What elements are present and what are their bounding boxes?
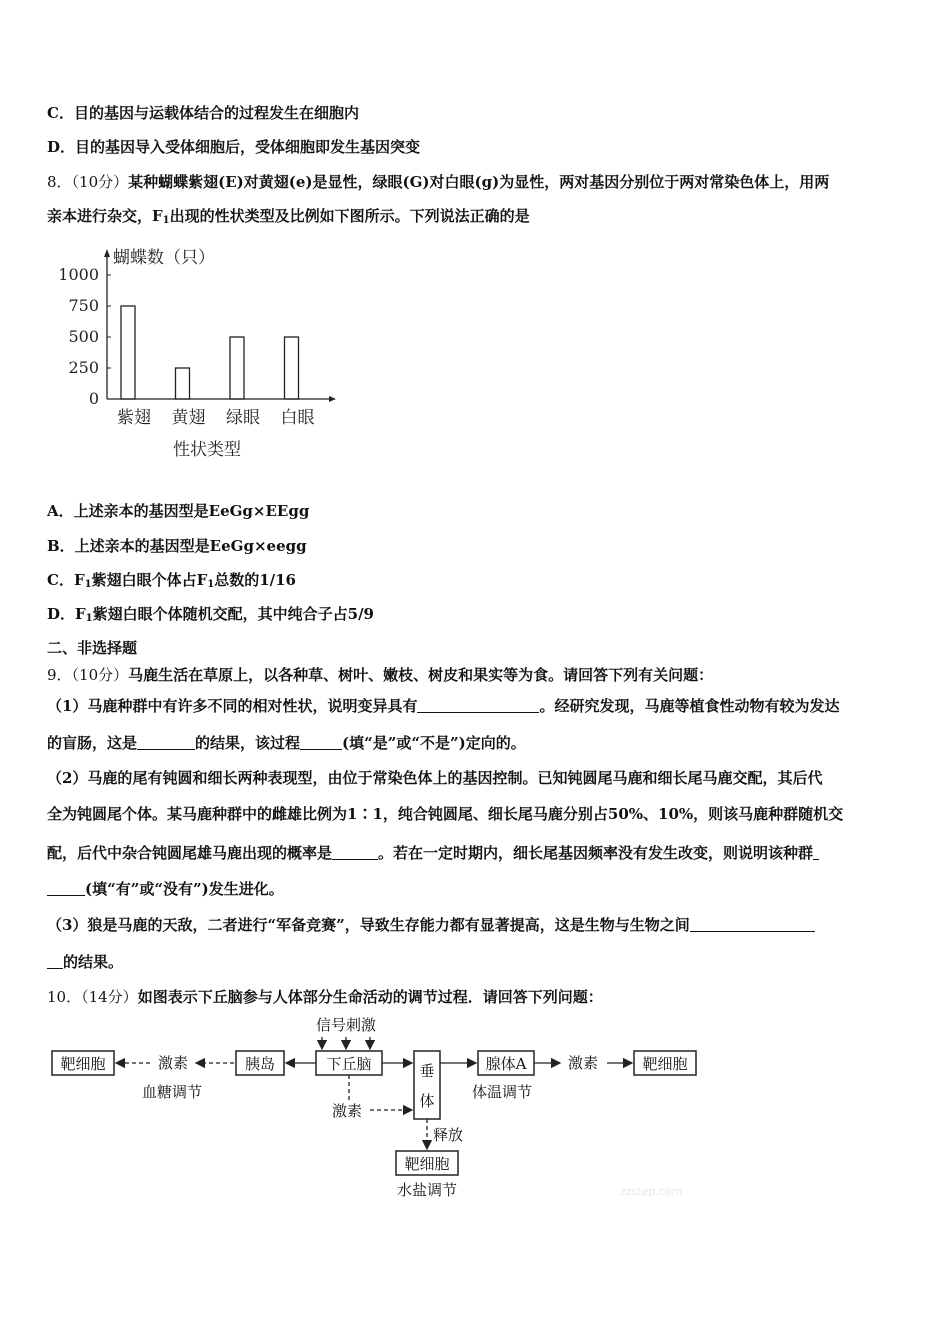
answer-blank[interactable] <box>137 735 195 750</box>
answer-blank[interactable] <box>47 954 63 969</box>
bar <box>230 337 244 399</box>
q8-option-c <box>47 569 296 590</box>
q8-subscript: 1 <box>84 579 92 590</box>
q10-number: 10． <box>47 988 82 1006</box>
release-label: 释放 <box>432 1126 464 1144</box>
q8-number: 8． <box>47 173 72 191</box>
answer-blank[interactable] <box>47 881 85 896</box>
q10-stem <box>47 986 603 1007</box>
hormone-label: 激素 <box>157 1054 189 1072</box>
category-label: 绿眼 <box>226 408 260 428</box>
q9-part2-line3 <box>47 842 819 863</box>
q8-option-a: A．上述亲本的基因型是EeGg×EEgg <box>47 502 310 520</box>
q8-option-d-part: D．F <box>47 605 86 623</box>
y-axis-arrow <box>104 249 110 257</box>
q9-text: 。若在一定时期内，细长尾基因频率没有发生改变，则说明该种群 <box>378 844 814 862</box>
q8-stem-line2 <box>47 205 530 226</box>
q9-text: 的结果。 <box>63 953 124 971</box>
q8-option-c-part: C．F <box>47 571 85 589</box>
hypothalamus-regulation-diagram <box>50 1010 710 1205</box>
bar <box>176 368 190 399</box>
y-tick-label: 1000 <box>58 265 99 284</box>
q7-option-c: C．目的基因与运载体结合的过程发生在细胞内 <box>47 104 359 122</box>
q9-part2-line4 <box>47 878 284 899</box>
q8-stem-text: 某种蝴蝶紫翅(E)对黄翅(e)是显性，绿眼(G)对白眼(g)为显性，两对基因分别位于两对常染色体上，用两 <box>128 173 830 191</box>
q9-part2-line1: （2）马鹿的尾有钝圆和细长两种表现型，由位于常染色体上的基因控制。已知钝圆尾马鹿和细长尾马鹿交配，其后代 <box>47 769 823 787</box>
q8-option-d-part: 紫翅白眼个体随机交配，其中纯合子占5/9 <box>92 605 374 623</box>
target-cell-label: 靶细胞 <box>404 1155 450 1173</box>
q8-stem-line1 <box>47 171 829 192</box>
chart-plot <box>58 248 336 460</box>
q9-text: (填“有”或“没有”)发生进化。 <box>85 880 284 898</box>
q9-text: 配，后代中杂合钝圆尾雄马鹿出现的概率是 <box>47 844 333 862</box>
y-tick-label: 500 <box>68 327 99 346</box>
hypothalamus-label: 下丘脑 <box>326 1055 372 1073</box>
section-heading: 二、非选择题 <box>47 639 138 657</box>
q8-subscript: 1 <box>162 215 170 226</box>
islet-label: 胰岛 <box>244 1055 276 1073</box>
body-temperature-regulation-label: 体温调节 <box>471 1083 533 1101</box>
q9-part2-line2: 全为钝圆尾个体。某马鹿种群中的雌雄比例为1∶1，纯合钝圆尾、细长尾马鹿分别占50%、10%，则该马鹿种群随机交 <box>47 805 844 823</box>
y-tick-label: 0 <box>88 389 99 408</box>
water-salt-regulation-label: 水盐调节 <box>396 1181 458 1199</box>
hormone-label: 激素 <box>331 1102 363 1120</box>
answer-blank[interactable] <box>690 917 815 932</box>
q9-text: 的盲肠，这是 <box>47 734 138 752</box>
x-axis-arrow <box>329 396 336 402</box>
q9-part1-line2 <box>47 732 526 753</box>
target-cell-label: 靶细胞 <box>642 1055 688 1073</box>
q8-option-c-part: 总数的1/16 <box>214 571 296 589</box>
bar <box>121 306 135 399</box>
q7-option-d: D．目的基因导入受体细胞后，受体细胞即发生基因突变 <box>47 138 421 156</box>
q9-text: 的结果，该过程 <box>195 734 301 752</box>
q10-stem-text: 如图表示下丘脑参与人体部分生命活动的调节过程．请回答下列问题： <box>137 988 603 1006</box>
q9-text: （3）狼是马鹿的天敌，二者进行“军备竞赛”，导致生存能力都有显著提高，这是生物与生物之间 <box>47 916 690 934</box>
q9-text: (填“是”或“不是”)定向的。 <box>342 734 526 752</box>
q9-text: （1）马鹿种群中有许多不同的相对性状，说明变异具有 <box>47 697 418 715</box>
blood-sugar-regulation-label: 血糖调节 <box>141 1083 203 1101</box>
q8-subscript: 1 <box>85 613 93 624</box>
q8-stem-part: 出现的性状类型及比例如下图所示。下列说法正确的是 <box>169 207 530 225</box>
signal-stimulus-label: 信号刺激 <box>315 1016 377 1034</box>
hormone-label: 激素 <box>567 1054 599 1072</box>
category-label: 白眼 <box>280 408 315 428</box>
q8-stem-part: 亲本进行杂交，F <box>47 207 163 225</box>
gland-a-label: 腺体A <box>485 1055 527 1073</box>
answer-blank[interactable] <box>300 735 342 750</box>
q9-stem-text: 马鹿生活在草原上，以各种草、树叶、嫩枝、树皮和果实等为食。请回答下列有关问题： <box>128 666 714 684</box>
pituitary-label: 体 <box>419 1092 435 1110</box>
y-tick-label: 250 <box>68 358 99 377</box>
target-cell-label: 靶细胞 <box>60 1055 106 1073</box>
q8-option-c-part: 紫翅白眼个体占F <box>91 571 208 589</box>
answer-blank[interactable] <box>813 845 819 860</box>
q9-number: 9． <box>47 666 72 684</box>
watermark: zzstep.com <box>620 1185 683 1198</box>
q9-part3-line1 <box>47 914 815 935</box>
q9-text: 。经研究发现，马鹿等植食性动物有较为发达 <box>539 697 840 715</box>
q9-score: （10分） <box>71 666 129 684</box>
q10-score: （14分） <box>81 988 138 1006</box>
q8-subscript: 1 <box>207 579 215 590</box>
category-label: 黄翅 <box>171 408 206 428</box>
q9-part3-line2 <box>47 951 123 972</box>
answer-blank[interactable] <box>332 845 378 860</box>
butterfly-bar-chart <box>55 243 355 468</box>
y-tick-label: 750 <box>68 296 99 315</box>
category-label: 紫翅 <box>117 408 151 428</box>
q8-score: （10分） <box>71 173 129 191</box>
q8-option-b: B．上述亲本的基因型是EeGg×eegg <box>47 537 307 555</box>
q9-stem <box>47 664 713 685</box>
answer-blank[interactable] <box>417 698 539 713</box>
q9-part1-line1 <box>47 695 839 716</box>
y-axis-title: 蝴蝶数（只） <box>113 248 215 268</box>
pituitary-label: 垂 <box>419 1062 435 1080</box>
bar <box>285 337 299 399</box>
x-axis-title: 性状类型 <box>173 440 241 460</box>
q8-option-d <box>47 603 374 624</box>
